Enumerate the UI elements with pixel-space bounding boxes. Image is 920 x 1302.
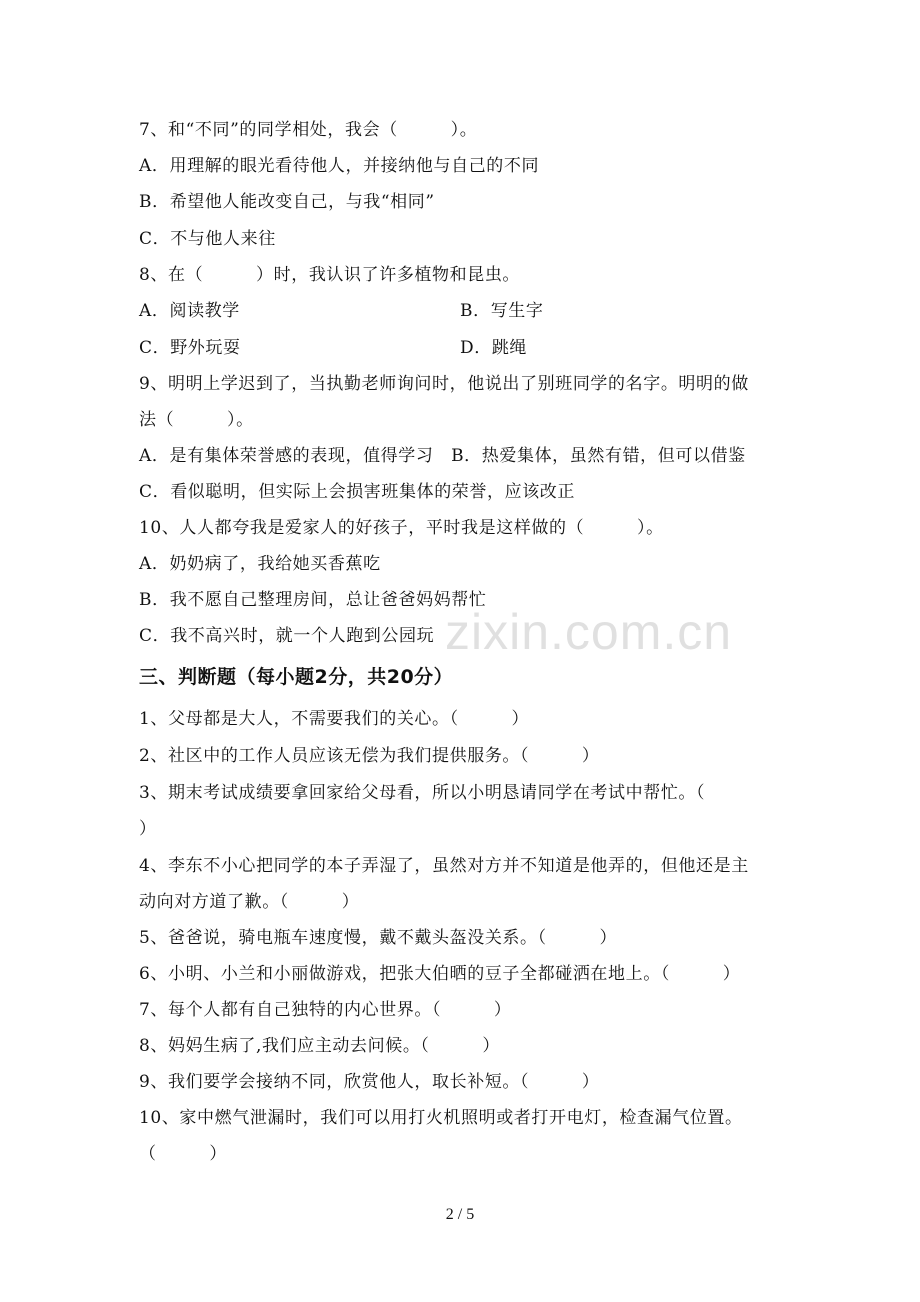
q9-stem-line1: 9、明明上学迟到了，当执勤老师询问时，他说出了别班同学的名字。明明的做 bbox=[139, 374, 749, 394]
judge-item: 1、父母都是大人，不需要我们的关心。（ ） bbox=[139, 709, 530, 729]
judge-item: 8、妈妈生病了,我们应主动去问候。（ ） bbox=[139, 1036, 500, 1056]
judge-item: 4、李东不小心把同学的本子弄湿了，虽然对方并不知道是他弄的，但他还是主 bbox=[139, 856, 749, 876]
section3-title: 三、判断题（每小题2分，共20分） bbox=[139, 666, 454, 688]
q7-option-c: C．不与他人来往 bbox=[139, 229, 276, 249]
q8-option-d: D．跳绳 bbox=[460, 338, 528, 358]
judge-item: 6、小明、小兰和小丽做游戏，把张大伯晒的豆子全都碰洒在地上。（ ） bbox=[139, 964, 741, 984]
q10-stem: 10、人人都夸我是爱家人的好孩子，平时我是这样做的（ ）。 bbox=[139, 518, 664, 538]
judge-item-continuation: （ ） bbox=[139, 1144, 227, 1164]
q8-option-b: B．写生字 bbox=[460, 301, 544, 321]
q9-options-ab: A．是有集体荣誉感的表现，值得学习 B．热爱集体，虽然有错，但可以借鉴 bbox=[139, 446, 746, 466]
q9-option-c: C．看似聪明，但实际上会损害班集体的荣誉，应该改正 bbox=[139, 482, 576, 502]
q8-stem: 8、在（ ）时，我认识了许多植物和昆虫。 bbox=[139, 265, 521, 285]
q8-option-c: C．野外玩耍 bbox=[139, 338, 241, 358]
judge-item: 3、期末考试成绩要拿回家给父母看，所以小明恳请同学在考试中帮忙。（ bbox=[139, 783, 706, 803]
q8-option-a: A．阅读教学 bbox=[139, 301, 240, 321]
q7-option-a: A．用理解的眼光看待他人，并接纳他与自己的不同 bbox=[139, 156, 540, 176]
judge-item-continuation: ） bbox=[139, 819, 157, 839]
q7-option-b: B．希望他人能改变自己，与我“相同” bbox=[139, 192, 435, 212]
judge-item: 9、我们要学会接纳不同，欣赏他人，取长补短。（ ） bbox=[139, 1072, 600, 1092]
page-number: 2 / 5 bbox=[445, 1206, 475, 1223]
judge-item: 5、爸爸说，骑电瓶车速度慢，戴不戴头盔没关系。（ ） bbox=[139, 928, 618, 948]
judge-item-continuation: 动向对方道了歉。（ ） bbox=[139, 892, 360, 912]
q10-option-c: C．我不高兴时，就一个人跑到公园玩 bbox=[139, 626, 435, 646]
judge-item: 7、每个人都有自己独特的内心世界。（ ） bbox=[139, 1000, 512, 1020]
q10-option-a: A．奶奶病了，我给她买香蕉吃 bbox=[139, 554, 381, 574]
q7-stem: 7、和“不同”的同学相处，我会（ ）。 bbox=[139, 120, 478, 140]
watermark: zixin.com.cn bbox=[445, 604, 733, 660]
q9-stem-line2: 法（ ）。 bbox=[139, 410, 254, 430]
q10-option-b: B．我不愿自己整理房间，总让爸爸妈妈帮忙 bbox=[139, 590, 487, 610]
judge-item: 2、社区中的工作人员应该无偿为我们提供服务。（ ） bbox=[139, 746, 600, 766]
judge-item: 10、家中燃气泄漏时，我们可以用打火机照明或者打开电灯，检查漏气位置。 bbox=[139, 1108, 743, 1128]
